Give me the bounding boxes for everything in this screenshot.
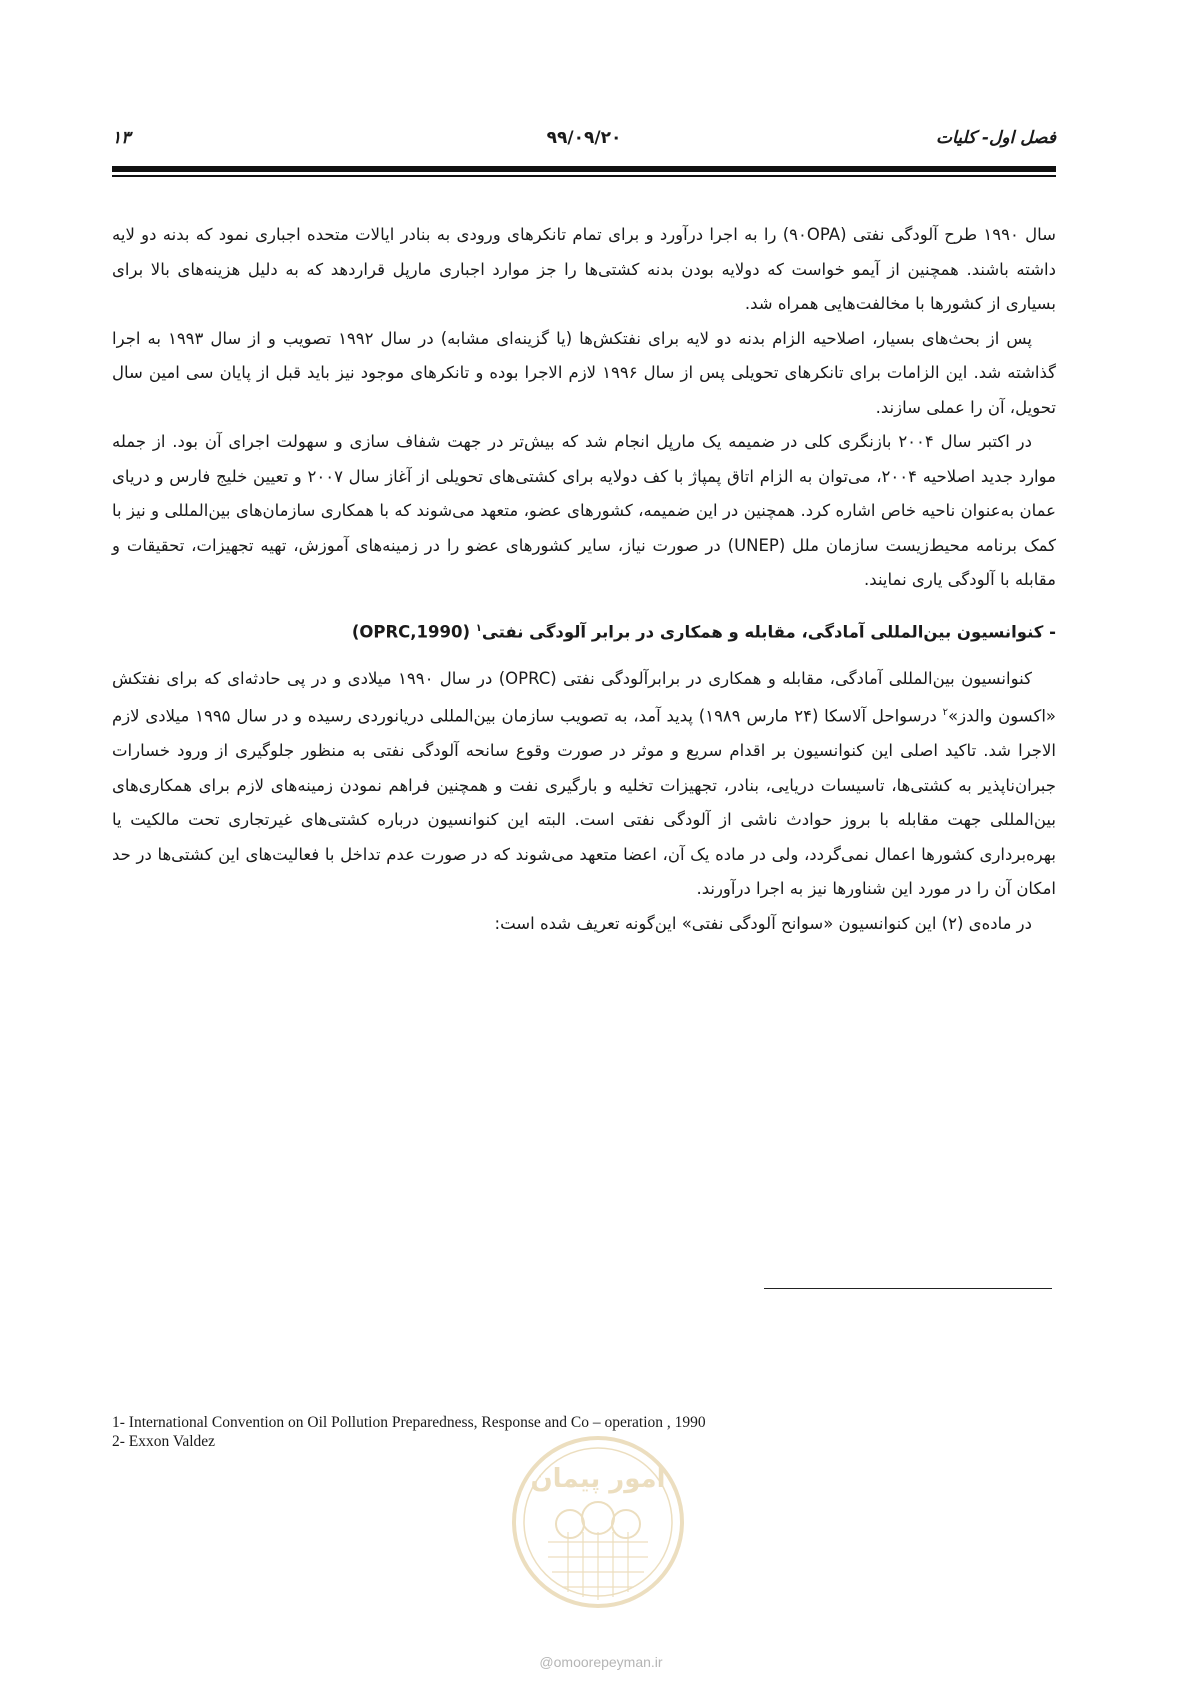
watermark-url: @omoorepeyman.ir [539, 1654, 663, 1670]
section-heading [112, 612, 1056, 650]
paragraph: در اکتبر سال ۲۰۰۴ بازنگری کلی در ضمیمه یک مارپل انجام شد که بیش‌تر در جهت شفاف سازی و سهولت اجرای آن بود. از جمله موارد جدید اصلاحیه ۲۰۰۴، می‌توان به الزام اتاق پمپاژ با کف دولایه برای کشتی‌های تحویلی از آغاز سال ۲۰۰۷ و تعیین خلیج فارس و دریای عمان به‌عنوان ناحیه خاص اشاره کرد. همچنین در این ضمیمه، کشورهای عضو، متعهد می‌شوند که با همکاری سازمان‌های بین‌المللی و نیز با کمک برنامه محیط‌زیست سازمان ملل (UNEP) در صورت نیاز، سایر کشورهای عضو را در زمینه‌های آموزش، تهیه تجهیزات، تحقیقات و مقابله با آلودگی یاری نمایند. [112, 432, 1056, 589]
header-rule-thick [112, 166, 1056, 172]
footnote-2: 2- Exxon Valdez [112, 1433, 216, 1450]
footnote-ref-2: ۲ [942, 707, 949, 718]
paragraph [112, 662, 1056, 907]
heading-text: - کنوانسیون بین‌المللی آمادگی، مقابله و همکاری در برابر آلودگی نفتی [481, 622, 1056, 641]
footnote-rule [764, 1288, 1052, 1289]
footnote-ref-1: ۱ [475, 622, 482, 634]
page-header [112, 128, 1056, 160]
body-text [112, 218, 1056, 941]
header-rule-thin [112, 175, 1056, 177]
watermark-logo-icon [508, 1432, 688, 1612]
page-number: ۱۳ [112, 128, 131, 148]
footnote-1: 1- International Convention on Oil Pollution Preparedness, Response and Co – operation , 1990 [112, 1414, 706, 1431]
paragraph: سال ۱۹۹۰ طرح آلودگی نفتی (۹۰OPA) را به اجرا درآورد و برای تمام تانکرهای ورودی به بنادر ایالات متحده اجباری نمود که بدنه دو لایه داشته باشند. همچنین از آیمو خواست که دولایه بودن بدنه کشتی‌ها را جز موارد اجباری مارپل قراردهد که به دلیل هزینه‌های بالا برای بسیاری از کشورها با مخالفت‌هایی همراه شد. [112, 225, 1056, 313]
chapter-title: فصل اول- کلیات [936, 128, 1056, 148]
header-date: ۹۹/۰۹/۲۰ [546, 128, 622, 148]
paragraph: در ماده‌ی (۲) این کنوانسیون «سوانح آلودگی نفتی» این‌گونه تعریف شده است: [494, 913, 1032, 933]
svg-text:امور پیمان: امور پیمان [530, 1464, 666, 1494]
heading-suffix: (OPRC,1990) [351, 622, 476, 641]
oprc-text-part2: درسواحل آلاسکا (۲۴ مارس ۱۹۸۹) پدید آمد، به تصویب سازمان بین‌المللی دریانوردی رسیده و در سال ۱۹۹۵ میلادی لازم الاجرا شد. تاکید اصلی این کنوانسیون بر اقدام سریع و موثر در صورت وقوع سانحه آلودگی نفتی به منظور جلوگیری از ورود خسارات جبران‌ناپذیر به کشتی‌ها، تاسیسات دریایی، بنادر، تجهیزات تخلیه و بارگیری نفت و همچنین فراهم نمودن زمینه‌های لازم برای همکاری‌های بین‌المللی جهت مقابله با بروز حوادث ناشی از آلودگی نفتی است. البته این کنوانسیون درباره کشتی‌های غیرتجاری تحت مالکیت یا بهره‌برداری کشورها اعمال نمی‌گردد، ولی در ماده یک آن، اعضا متعهد می‌شوند که در صورت عدم تداخل با فعالیت‌های این کشتی‌ها در حد امکان آن را در مورد این شناورها نیز به اجرا درآورند. [112, 706, 1056, 898]
paragraph: پس از بحث‌های بسیار، اصلاحیه الزام بدنه دو لایه برای نفتکش‌ها (یا گزینه‌ای مشابه) در سال ۱۹۹۲ تصویب و از سال ۱۹۹۳ به اجرا گذاشته شد. این الزامات برای تانکرهای تحویلی پس از سال ۱۹۹۶ لازم الاجرا بوده و تانکرهای موجود نیز باید قبل از پایان سی امین سال تحویل، آن را عملی سازند. [112, 328, 1056, 417]
oprc-text-part1: کنوانسیون بین‌المللی آمادگی، مقابله و همکاری در برابرآلودگی نفتی (OPRC) در سال ۱۹۹۰ میلادی و در پی حادثه‌ای که برای نفتکش «اکسون والدز» [112, 668, 1056, 726]
